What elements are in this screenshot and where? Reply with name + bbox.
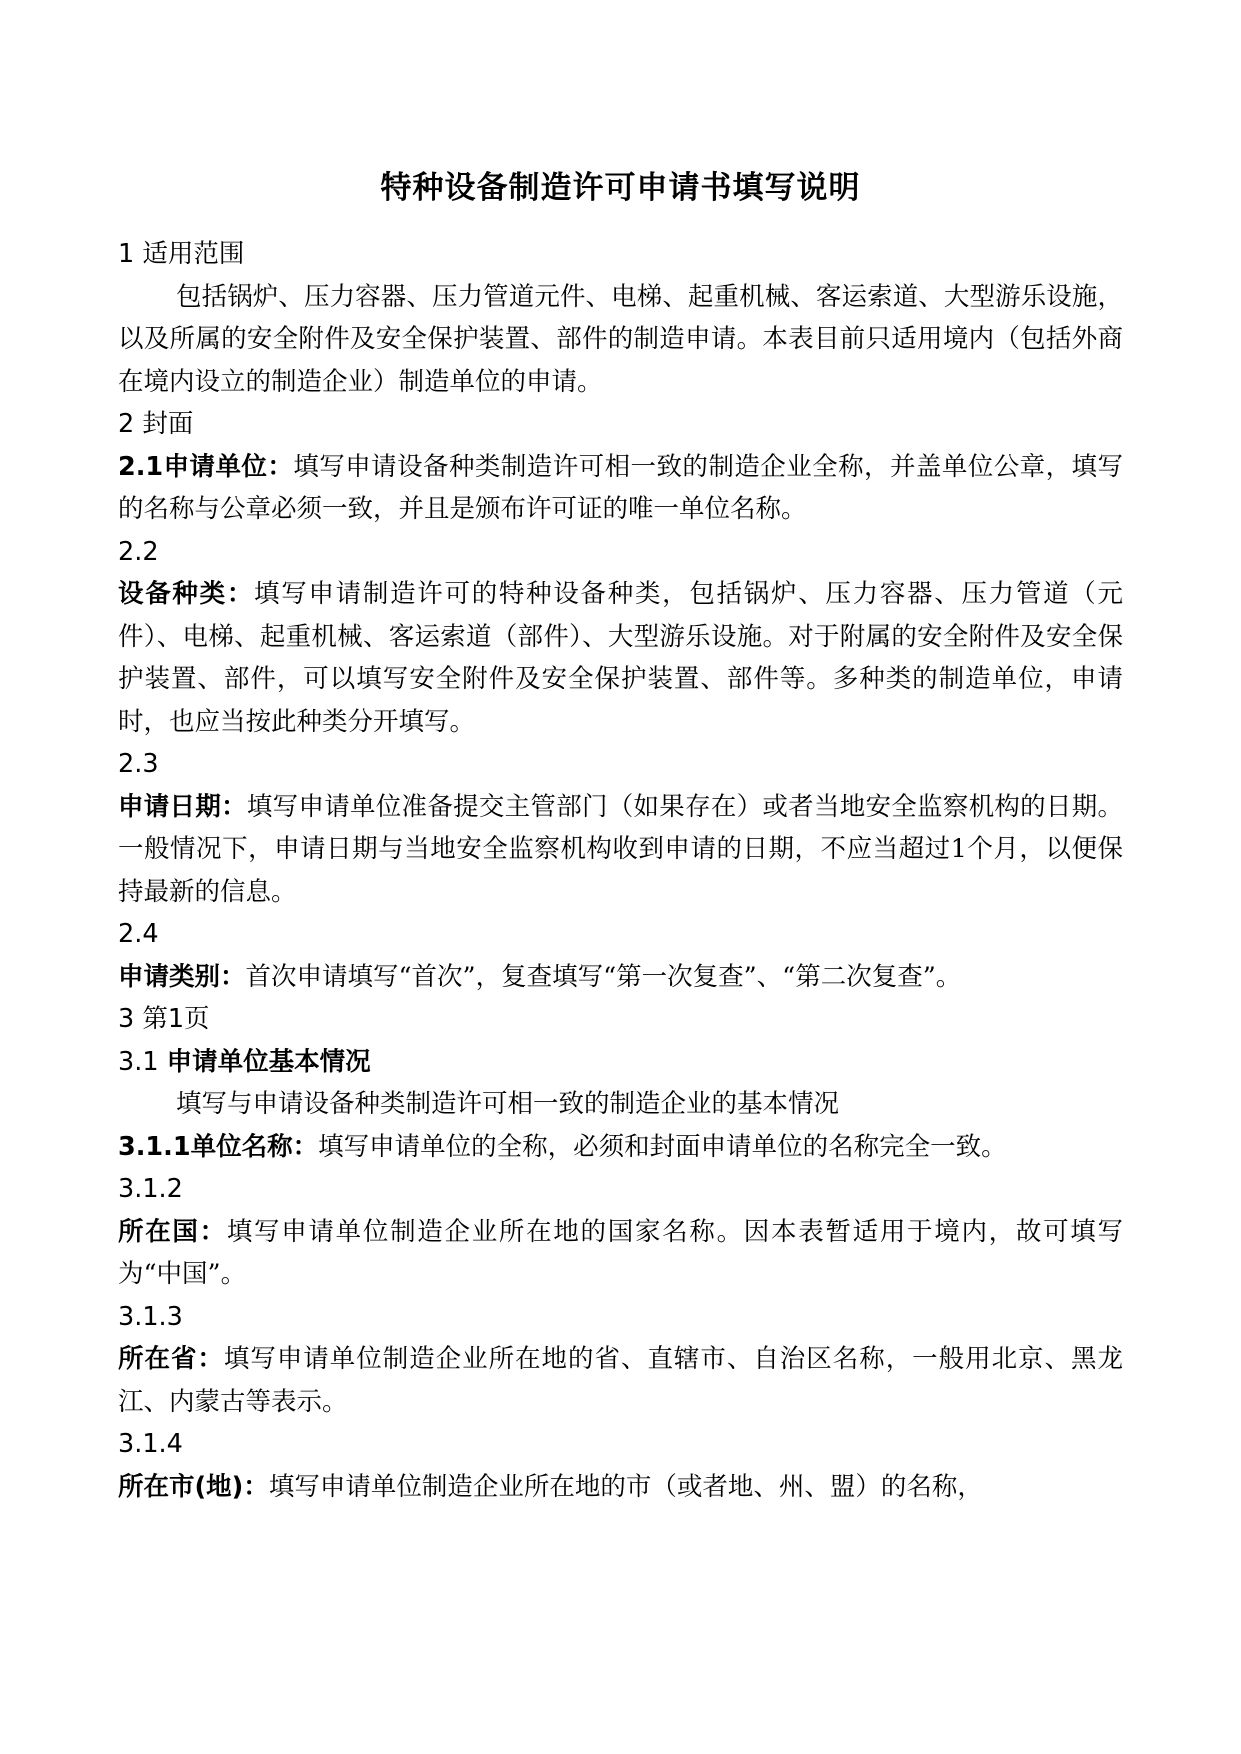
item-3-1-2-number: 3.1.2 bbox=[118, 1174, 183, 1204]
section-3-1-number: 3.1 bbox=[118, 1046, 167, 1077]
item-3-1-4-text: 填写申请单位制造企业所在地的市（或者地、州、盟）的名称， bbox=[268, 1471, 983, 1502]
item-3-1-3-number: 3.1.3 bbox=[118, 1301, 183, 1332]
item-2-4 bbox=[118, 956, 1123, 999]
item-2-4-number: 2.4 bbox=[118, 919, 159, 949]
item-3-1-1 bbox=[118, 1126, 1123, 1169]
item-2-2-number: 2.2 bbox=[118, 536, 159, 567]
section-2-heading: 2 封面 bbox=[118, 409, 194, 439]
item-2-4-text: 首次申请填写“首次”，复查填写“第一次复查”、“第二次复查”。 bbox=[245, 961, 962, 992]
item-3-1-2 bbox=[118, 1211, 1123, 1296]
item-2-1-label: 2.1申请单位： bbox=[118, 451, 294, 482]
page-title: 特种设备制造许可申请书填写说明 bbox=[380, 170, 861, 206]
item-3-1-3 bbox=[118, 1338, 1123, 1423]
section-3-1-paragraph: 填写与申请设备种类制造许可相一致的制造企业的基本情况 bbox=[176, 1089, 840, 1119]
item-2-1-text: 填写申请设备种类制造许可相一致的制造企业全称，并盖单位公章，填写的名称与公章必须一致，并且是颁布许可证的唯一单位名称。 bbox=[118, 451, 1123, 524]
item-3-1-1-label: 3.1.1单位名称： bbox=[118, 1131, 319, 1162]
item-3-1-4 bbox=[118, 1466, 1123, 1509]
section-1-paragraph: 包括锅炉、压力容器、压力管道元件、电梯、起重机械、客运索道、大型游乐设施，以及所属的安全附件及安全保护装置、部件的制造申请。本表目前只适用境内（包括外商在境内设立的制造企业）制造单位的申请。 bbox=[118, 281, 1123, 397]
item-2-3-text: 填写申请单位准备提交主管部门（如果存在）或者当地安全监察机构的日期。一般情况下，申请日期与当地安全监察机构收到申请的日期，不应当超过1个月，以便保持最新的信息。 bbox=[118, 791, 1123, 907]
item-3-1-4-label: 所在市(地)： bbox=[118, 1471, 269, 1502]
section-3-1-heading bbox=[118, 1041, 1123, 1084]
item-3-1-1-text: 填写申请单位的全称，必须和封面申请单位的名称完全一致。 bbox=[318, 1131, 1007, 1162]
item-3-1-3-label: 所在省： bbox=[118, 1344, 224, 1374]
section-3-1-label: 申请单位基本情况 bbox=[166, 1046, 371, 1077]
item-2-1 bbox=[118, 446, 1123, 531]
item-3-1-3-text: 填写申请单位制造企业所在地的省、直辖市、自治区名称，一般用北京、黑龙江、内蒙古等表示。 bbox=[118, 1344, 1123, 1417]
item-2-2-label: 设备种类： bbox=[118, 579, 255, 609]
item-2-2-text: 填写申请制造许可的特种设备种类，包括锅炉、压力容器、压力管道（元件）、电梯、起重机械、客运索道（部件）、大型游乐设施。对于附属的安全附件及安全保护装置、部件，可以填写安全附件及安全保护装置、部件等。多种类的制造单位，申请时，也应当按此种类分开填写。 bbox=[118, 579, 1123, 737]
item-2-3 bbox=[118, 786, 1123, 914]
item-2-3-number: 2.3 bbox=[118, 749, 159, 779]
document-body bbox=[118, 233, 1123, 1508]
item-3-1-2-text: 填写申请单位制造企业所在地的国家名称。因本表暂适用于境内，故可填写为“中国”。 bbox=[118, 1216, 1123, 1289]
item-2-4-label: 申请类别： bbox=[118, 961, 246, 992]
section-3-heading: 3 第1页 bbox=[118, 1004, 210, 1034]
item-2-3-label: 申请日期： bbox=[118, 791, 247, 822]
item-3-1-2-label: 所在国： bbox=[118, 1216, 227, 1247]
item-2-2 bbox=[118, 573, 1123, 743]
item-3-1-4-number: 3.1.4 bbox=[118, 1429, 183, 1459]
section-1-heading: 1 适用范围 bbox=[118, 239, 245, 269]
